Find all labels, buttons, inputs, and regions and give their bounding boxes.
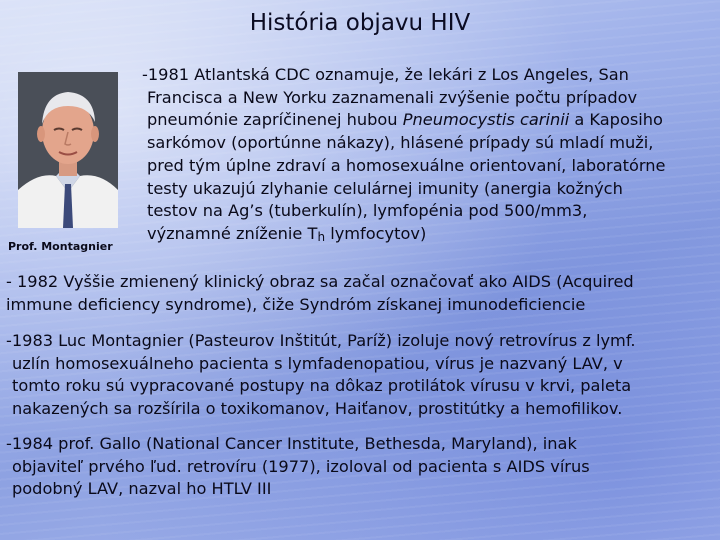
paragraph-line: -1981 Atlantská CDC oznamuje, že lekári z Los Angeles, San bbox=[142, 65, 629, 84]
paragraph-line: testy ukazujú zlyhanie celulárnej imunity (anergia kožných bbox=[147, 178, 623, 198]
paragraph-line: Francisca a New Yorku zaznamenali zvýšenie počtu prípadov bbox=[147, 87, 638, 107]
subscript-text: h bbox=[317, 229, 326, 244]
paragraph-line: testov na Ag’s (tuberkulín), lymfopénia pod 500/mm3, bbox=[147, 201, 588, 221]
paragraph-line: nakazených sa rozšírila o toxikomanov, Haiťanov, prostitútky a hemofilikov. bbox=[12, 399, 623, 419]
line-text: pneumónie zapríčinenej hubou bbox=[147, 110, 403, 130]
paragraph-1982 bbox=[6, 271, 634, 316]
line-text: lymfocytov) bbox=[325, 223, 427, 243]
pathogen-name: Pneumocystis carinii bbox=[402, 110, 570, 130]
portrait-image bbox=[18, 72, 118, 228]
paragraph-line: - 1982 Vyššie zmienený klinický obraz sa začal označovať ako AIDS (Acquired bbox=[6, 272, 634, 291]
paragraph-line: -1984 prof. Gallo (National Cancer Institute, Bethesda, Maryland), inak bbox=[6, 434, 577, 453]
photo-caption: Prof. Montagnier bbox=[8, 240, 113, 253]
paragraph-line: pred tým úplne zdraví a homosexuálne orientovaní, laboratórne bbox=[147, 155, 666, 175]
paragraph-line: podobný LAV, nazval ho HTLV III bbox=[12, 479, 272, 499]
paragraph-line: immune deficiency syndrome), čiže Syndróm získanej imunodeficiencie bbox=[6, 294, 586, 314]
paragraph-line: sarkómov (oportúnne nákazy), hlásené prípady sú mladí muži, bbox=[147, 133, 654, 153]
paragraph-line bbox=[142, 223, 665, 249]
line-text: a Kaposiho bbox=[569, 110, 663, 130]
paragraph-1983 bbox=[6, 330, 635, 421]
paragraph-line bbox=[142, 109, 665, 132]
paragraph-line: -1983 Luc Montagnier (Pasteurov Inštitút, Paríž) izoluje nový retrovírus z lymf. bbox=[6, 331, 636, 350]
line-text: významné zníženie T bbox=[147, 223, 318, 243]
paragraph-line: objaviteľ prvého ľud. retrovíru (1977), izoloval od pacienta s AIDS vírus bbox=[12, 456, 590, 476]
paragraph-1981 bbox=[142, 64, 665, 249]
slide-title: História objavu HIV bbox=[249, 10, 471, 36]
paragraph-line: tomto roku sú vypracované postupy na dôkaz protilátok vírusu v krvi, paleta bbox=[12, 376, 632, 396]
paragraph-line: uzlín homosexuálneho pacienta s lymfadenopatiou, vírus je nazvaný LAV, v bbox=[12, 353, 623, 373]
paragraph-1984 bbox=[6, 433, 590, 501]
portrait-photo bbox=[18, 72, 118, 228]
